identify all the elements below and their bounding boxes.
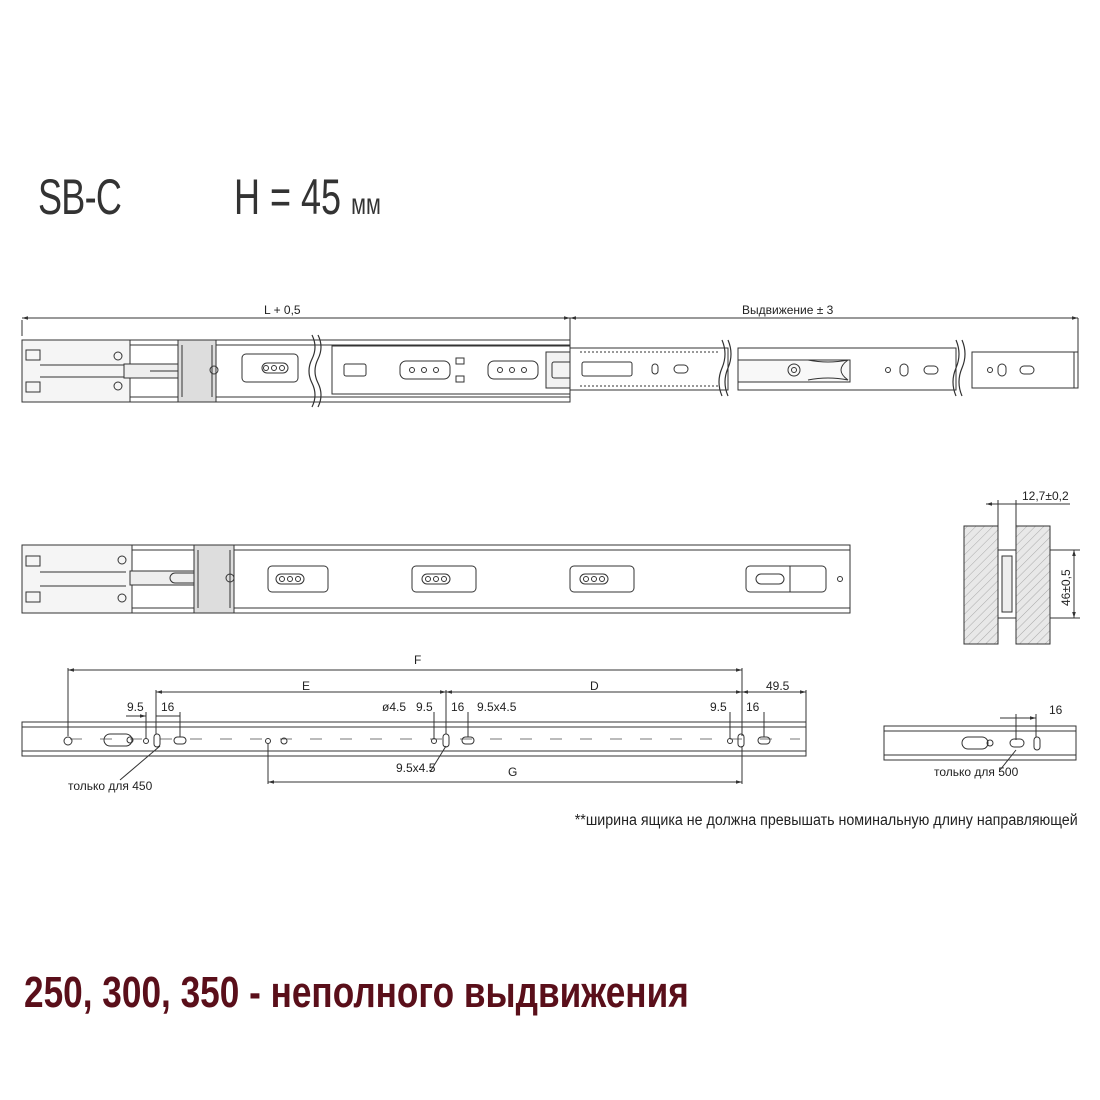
dim-9-5-left: 9.5 [127, 700, 144, 714]
dim-G: G [508, 765, 518, 779]
length-label: L + 0,5 [264, 303, 301, 317]
dim-16-left: 16 [161, 700, 175, 714]
note-only-500: только для 500 [934, 765, 1019, 779]
closed-slide-view [22, 545, 850, 613]
dim-16-mid: 16 [451, 700, 465, 714]
dim-D: D [590, 679, 599, 693]
dim-16-right: 16 [746, 700, 760, 714]
note-only-450: только для 450 [68, 779, 153, 793]
dim-slot-top: 9.5x4.5 [477, 700, 517, 714]
height-unit: мм [351, 188, 381, 221]
dim-hole-diameter: ø4.5 [382, 700, 407, 714]
dim-offset-end: 49.5 [766, 679, 790, 693]
section-height-label: 46±0,5 [1059, 569, 1073, 606]
dim-9-5-right: 9.5 [710, 700, 727, 714]
extension-label: Выдвижение ± 3 [742, 303, 834, 317]
dim-F: F [414, 653, 422, 667]
model-name: SB-C [38, 169, 122, 225]
footnote: **ширина ящика не должна превышать номинальную длину направляющей [575, 812, 1078, 829]
dim-16-short: 16 [1049, 703, 1063, 717]
dim-9-5-mid: 9.5 [416, 700, 433, 714]
section-width-label: 12,7±0,2 [1022, 489, 1069, 503]
short-rail-500 [884, 714, 1076, 770]
top-view-slide [22, 318, 1078, 407]
height-value: H = 45 [234, 169, 342, 225]
dim-slot-bottom: 9.5x4.5 [396, 761, 436, 775]
bottom-title: 250, 300, 350 - неполного выдвижения [24, 968, 689, 1017]
dim-E: E [302, 679, 311, 693]
